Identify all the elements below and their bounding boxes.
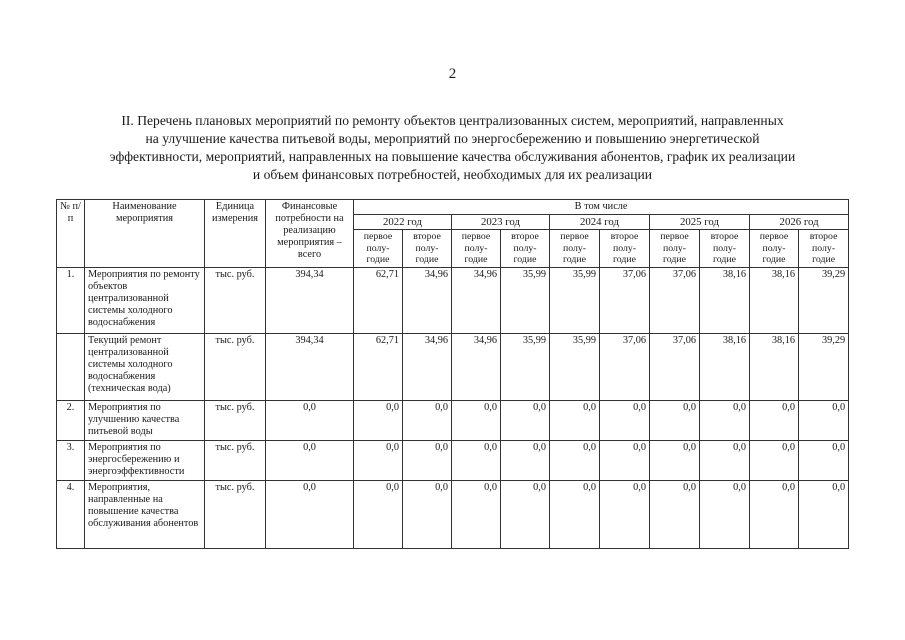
row-name: Текущий ремонт централизованной системы холодного водоснабжения (техническая вода) xyxy=(85,333,205,400)
row-value: 37,06 xyxy=(650,267,700,333)
row-num: 4. xyxy=(57,480,85,548)
row-unit: тыс. руб. xyxy=(205,480,266,548)
header-half-first: первое полу-годие xyxy=(650,230,700,268)
row-name: Мероприятия, направленные на повышение качества обслуживания абонентов xyxy=(85,480,205,548)
row-value: 0,0 xyxy=(750,480,799,548)
header-half-first: первое полу-годие xyxy=(354,230,403,268)
row-value: 0,0 xyxy=(799,440,849,480)
header-half-second: второе полу-годие xyxy=(501,230,550,268)
header-num: № п/п xyxy=(57,200,85,268)
table-row xyxy=(57,480,849,548)
header-half-first: первое полу-годие xyxy=(452,230,501,268)
row-value: 34,96 xyxy=(452,267,501,333)
header-name: Наименование мероприятия xyxy=(85,200,205,268)
row-value: 38,16 xyxy=(700,333,750,400)
row-value: 0,0 xyxy=(452,440,501,480)
row-name: Мероприятия по ремонту объектов централизованной системы холодного водоснабжения xyxy=(85,267,205,333)
row-num xyxy=(57,333,85,400)
row-value: 37,06 xyxy=(600,267,650,333)
row-value: 0,0 xyxy=(452,400,501,440)
row-value: 0,0 xyxy=(550,400,600,440)
row-value: 0,0 xyxy=(354,440,403,480)
plan-table xyxy=(56,199,849,549)
row-value: 0,0 xyxy=(700,400,750,440)
table-header xyxy=(57,200,849,268)
row-value: 0,0 xyxy=(403,440,452,480)
row-value: 0,0 xyxy=(650,400,700,440)
row-unit: тыс. руб. xyxy=(205,333,266,400)
header-including: В том числе xyxy=(354,200,849,215)
header-half-second: второе полу-годие xyxy=(799,230,849,268)
row-value: 0,0 xyxy=(799,480,849,548)
row-value: 34,96 xyxy=(452,333,501,400)
row-value: 35,99 xyxy=(501,267,550,333)
row-unit: тыс. руб. xyxy=(205,400,266,440)
row-value: 0,0 xyxy=(501,440,550,480)
table-row xyxy=(57,400,849,440)
title-line: II. Перечень плановых мероприятий по ремонту объектов централизованных систем, мероприятий, направленных xyxy=(121,113,784,128)
table-row xyxy=(57,267,849,333)
header-year: 2025 год xyxy=(650,215,750,230)
page-number: 2 xyxy=(448,66,457,82)
header-finance: Финансовые потребности на реализацию мероприятия – всего xyxy=(266,200,354,268)
row-value: 0,0 xyxy=(700,440,750,480)
row-value: 62,71 xyxy=(354,267,403,333)
row-value: 39,29 xyxy=(799,267,849,333)
row-value: 38,16 xyxy=(750,267,799,333)
row-value: 0,0 xyxy=(452,480,501,548)
row-value: 0,0 xyxy=(600,400,650,440)
header-year: 2024 год xyxy=(550,215,650,230)
header-unit: Единица измерения xyxy=(205,200,266,268)
row-value: 37,06 xyxy=(650,333,700,400)
header-year: 2023 год xyxy=(452,215,550,230)
row-value: 0,0 xyxy=(750,400,799,440)
row-value: 0,0 xyxy=(650,480,700,548)
row-num: 1. xyxy=(57,267,85,333)
section-title xyxy=(60,112,845,184)
row-value: 0,0 xyxy=(354,400,403,440)
row-total: 394,34 xyxy=(266,333,354,400)
row-value: 0,0 xyxy=(550,480,600,548)
row-value: 0,0 xyxy=(650,440,700,480)
row-value: 0,0 xyxy=(600,440,650,480)
row-value: 62,71 xyxy=(354,333,403,400)
header-half-first: первое полу-годие xyxy=(550,230,600,268)
row-value: 35,99 xyxy=(501,333,550,400)
row-value: 38,16 xyxy=(700,267,750,333)
row-value: 0,0 xyxy=(403,480,452,548)
row-num: 2. xyxy=(57,400,85,440)
row-value: 0,0 xyxy=(750,440,799,480)
header-year: 2026 год xyxy=(750,215,849,230)
row-value: 0,0 xyxy=(354,480,403,548)
row-value: 0,0 xyxy=(501,400,550,440)
row-name: Мероприятия по улучшению качества питьевой воды xyxy=(85,400,205,440)
row-total: 394,34 xyxy=(266,267,354,333)
header-half-second: второе полу-годие xyxy=(700,230,750,268)
header-half-second: второе полу-годие xyxy=(403,230,452,268)
row-total: 0,0 xyxy=(266,440,354,480)
title-line: эффективности, мероприятий, направленных на повышение качества обслуживания абонентов, график их реализации xyxy=(109,149,796,164)
row-total: 0,0 xyxy=(266,480,354,548)
header-half-second: второе полу-годие xyxy=(600,230,650,268)
row-value: 35,99 xyxy=(550,267,600,333)
row-value: 0,0 xyxy=(403,400,452,440)
row-value: 38,16 xyxy=(750,333,799,400)
row-value: 0,0 xyxy=(550,440,600,480)
row-value: 34,96 xyxy=(403,333,452,400)
header-year: 2022 год xyxy=(354,215,452,230)
row-unit: тыс. руб. xyxy=(205,267,266,333)
row-value: 37,06 xyxy=(600,333,650,400)
table-row xyxy=(57,440,849,480)
row-value: 34,96 xyxy=(403,267,452,333)
row-num: 3. xyxy=(57,440,85,480)
row-value: 0,0 xyxy=(501,480,550,548)
row-value: 0,0 xyxy=(600,480,650,548)
row-total: 0,0 xyxy=(266,400,354,440)
row-value: 0,0 xyxy=(700,480,750,548)
table-body xyxy=(57,267,849,548)
row-value: 0,0 xyxy=(799,400,849,440)
row-unit: тыс. руб. xyxy=(205,440,266,480)
row-name: Мероприятия по энергосбережению и энергоэффективности xyxy=(85,440,205,480)
header-half-first: первое полу-годие xyxy=(750,230,799,268)
title-line: и объем финансовых потребностей, необходимых для их реализации xyxy=(252,167,653,182)
title-line: на улучшение качества питьевой воды, мероприятий по энергосбережению и повышению энергетической xyxy=(145,131,760,146)
row-value: 35,99 xyxy=(550,333,600,400)
row-value: 39,29 xyxy=(799,333,849,400)
table-row xyxy=(57,333,849,400)
